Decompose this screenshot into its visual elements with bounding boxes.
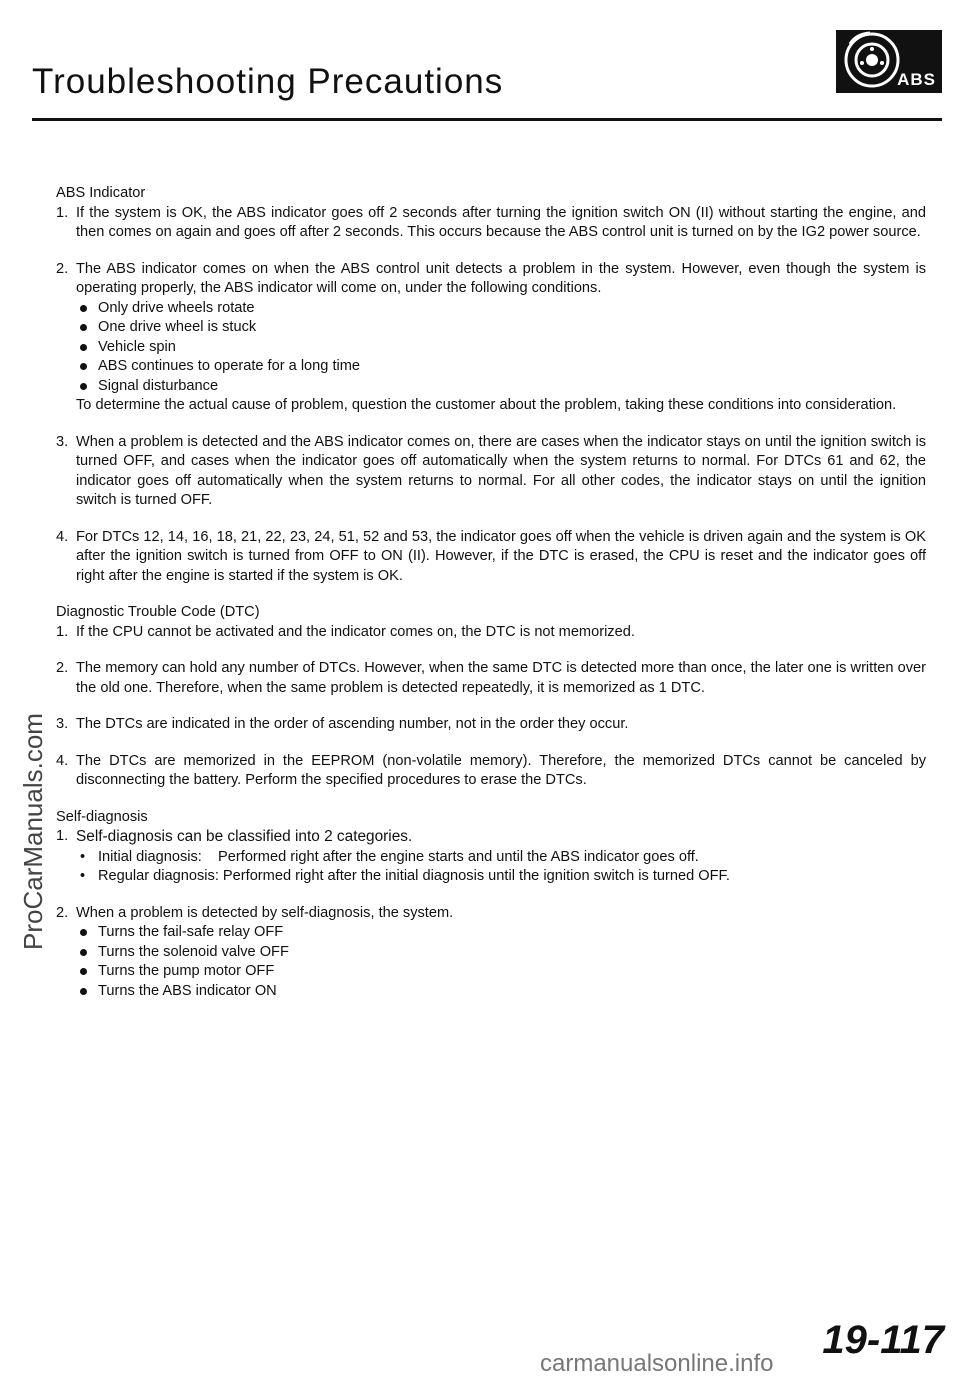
list-item: One drive wheel is stuck bbox=[76, 318, 926, 338]
item-text: If the system is OK, the ABS indicator goes off 2 seconds after turning the ignition switch ON (II) without starting the engine, and then comes on again and goes off after 2 seconds. This occurs because the ABS control unit is turned on by the IG2 power source. bbox=[76, 204, 926, 240]
page-content bbox=[56, 184, 926, 1001]
self-diagnosis-item-1 bbox=[56, 827, 926, 887]
item-text: For DTCs 12, 14, 16, 18, 21, 22, 23, 24, 51, 52 and 53, the indicator goes off when the vehicle is driven again and the system is OK after the ignition switch is turned from OFF to ON (II). However, if the DTC is erased, the CPU is reset and the indicator goes off right after the engine is started if the system is OK. bbox=[76, 528, 926, 584]
site-footer: carmanualsonline.info bbox=[540, 1350, 774, 1377]
item-text: If the CPU cannot be activated and the indicator comes on, the DTC is not memorized. bbox=[76, 623, 635, 640]
self-diagnosis-item-2 bbox=[56, 904, 926, 1002]
dtc-item-2 bbox=[56, 659, 926, 698]
item-number: 1. bbox=[56, 828, 69, 844]
dtc-heading: Diagnostic Trouble Code (DTC) bbox=[56, 604, 260, 620]
item-text: The memory can hold any number of DTCs. However, when the same DTC is detected more than once, the later one is written over the old one. Therefore, when the same problem is detected repeatedly, it is memorized as 1 DTC. bbox=[76, 660, 926, 696]
condition-list bbox=[76, 299, 926, 397]
abs-item-3 bbox=[56, 433, 926, 511]
item-number: 3. bbox=[56, 716, 69, 732]
list-item: • Initial diagnosis: Performed right after the engine starts and until the ABS indicator goes off. bbox=[76, 848, 926, 868]
list-item: Turns the pump motor OFF bbox=[76, 962, 926, 982]
list-item: • Regular diagnosis: Performed right after the initial diagnosis until the ignition switch is turned OFF. bbox=[76, 867, 926, 887]
abs-indicator-heading: ABS Indicator bbox=[56, 185, 146, 201]
item-number: 4. bbox=[56, 528, 69, 545]
abs-item-2 bbox=[56, 260, 926, 416]
title-rule bbox=[32, 118, 942, 121]
item-number: 1. bbox=[56, 623, 69, 640]
dtc-item-1 bbox=[56, 623, 926, 643]
abs-logo-text: ABS bbox=[897, 70, 936, 89]
dtc-item-4 bbox=[56, 752, 926, 791]
item-number: 4. bbox=[56, 752, 69, 769]
item-text: When a problem is detected by self-diagnosis, the system. bbox=[76, 904, 454, 921]
category-list bbox=[76, 848, 926, 887]
list-item: Turns the ABS indicator ON bbox=[76, 982, 926, 1002]
page-number: 19-117 bbox=[822, 1318, 944, 1362]
list-item: Signal disturbance bbox=[76, 377, 926, 397]
abs-item-1 bbox=[56, 204, 926, 243]
list-item: Turns the solenoid valve OFF bbox=[76, 943, 926, 963]
dtc-item-3 bbox=[56, 715, 926, 735]
item-number: 2. bbox=[56, 660, 69, 676]
item-number: 1. bbox=[56, 204, 69, 221]
item-number: 2. bbox=[56, 260, 69, 277]
page-title: Troubleshooting Precautions bbox=[32, 62, 504, 101]
item-text: When a problem is detected and the ABS indicator comes on, there are cases when the indicator stays on until the ignition switch is turned OFF, and cases when the indicator goes off automatically when the system returns to normal. For DTCs 61 and 62, the indicator goes off automatically when the system returns to normal. For all other codes, the indicator stays on until the ignition switch is turned OFF. bbox=[76, 433, 926, 508]
item-text: The DTCs are memorized in the EEPROM (non-volatile memory). Therefore, the memorized DTCs cannot be canceled by disconnecting the battery. Perform the specified procedures to erase the DTCs. bbox=[76, 752, 926, 788]
item-number: 2. bbox=[56, 904, 69, 921]
item-followup-text: To determine the actual cause of problem, question the customer about the problem, taking these conditions into consideration. bbox=[76, 397, 897, 413]
list-item: Turns the fail-safe relay OFF bbox=[76, 923, 926, 943]
abs-section-logo bbox=[836, 30, 942, 93]
abs-item-4 bbox=[56, 528, 926, 587]
item-text: The DTCs are indicated in the order of ascending number, not in the order they occur. bbox=[76, 716, 629, 732]
list-item: Only drive wheels rotate bbox=[76, 299, 926, 319]
item-text: Self-diagnosis can be classified into 2 categories. bbox=[76, 828, 413, 845]
watermark: ProCarManuals.com bbox=[18, 713, 48, 950]
action-list bbox=[76, 923, 926, 1001]
item-number: 3. bbox=[56, 433, 69, 450]
item-text: The ABS indicator comes on when the ABS control unit detects a problem in the system. However, even though the system is operating properly, the ABS indicator will come on, under the following conditions. bbox=[76, 260, 926, 296]
list-item: ABS continues to operate for a long time bbox=[76, 357, 926, 377]
list-item: Vehicle spin bbox=[76, 338, 926, 358]
self-diagnosis-heading: Self-diagnosis bbox=[56, 808, 148, 825]
